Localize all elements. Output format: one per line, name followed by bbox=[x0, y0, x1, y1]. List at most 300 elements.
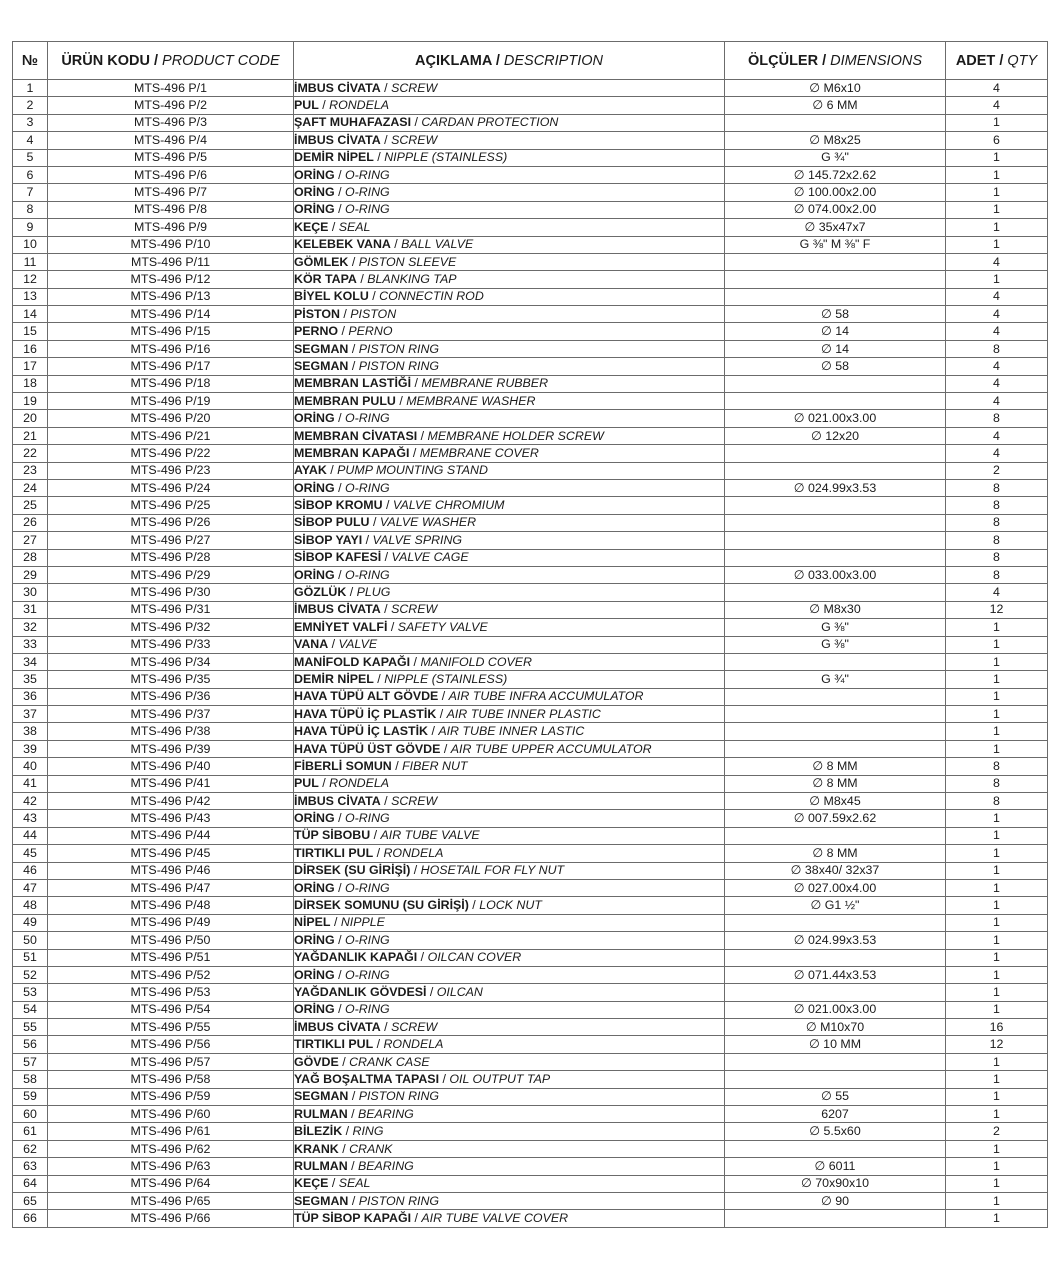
product-code: MTS-496 P/10 bbox=[48, 236, 294, 253]
product-code: MTS-496 P/51 bbox=[48, 949, 294, 966]
product-code: MTS-496 P/29 bbox=[48, 566, 294, 583]
dimensions: ∅ 8 MM bbox=[725, 775, 946, 792]
product-code: MTS-496 P/26 bbox=[48, 514, 294, 531]
table-row bbox=[13, 1193, 1048, 1210]
quantity: 1 bbox=[946, 671, 1048, 688]
row-number: 29 bbox=[13, 566, 48, 583]
quantity: 1 bbox=[946, 1071, 1048, 1088]
row-number: 22 bbox=[13, 445, 48, 462]
description: SİBOP KAFESİ / VALVE CAGE bbox=[294, 549, 725, 566]
row-number: 17 bbox=[13, 358, 48, 375]
row-number: 66 bbox=[13, 1210, 48, 1227]
row-number: 16 bbox=[13, 340, 48, 357]
description-en: O-RING bbox=[344, 480, 390, 495]
description: ORİNG / O-RING bbox=[294, 201, 725, 218]
dimensions: ∅ 58 bbox=[725, 358, 946, 375]
row-number: 34 bbox=[13, 653, 48, 670]
description-tr: ORİNG bbox=[294, 932, 335, 947]
description-en: NIPPLE bbox=[340, 915, 385, 930]
table-body bbox=[13, 80, 1048, 1228]
description-en: CONNECTIN ROD bbox=[379, 289, 484, 304]
table-row bbox=[13, 306, 1048, 323]
table-row bbox=[13, 636, 1048, 653]
description-tr: SEGMAN bbox=[294, 341, 349, 356]
dimensions: G ¾" bbox=[725, 149, 946, 166]
product-code: MTS-496 P/34 bbox=[48, 653, 294, 670]
description-tr: MEMBRAN LASTİĞİ bbox=[294, 376, 412, 391]
quantity: 1 bbox=[946, 984, 1048, 1001]
table-row bbox=[13, 688, 1048, 705]
description-tr: DİRSEK SOMUNU (SU GİRİŞİ) bbox=[294, 898, 469, 913]
description-en: FIBER NUT bbox=[402, 758, 468, 773]
dimensions: ∅ 021.00x3.00 bbox=[725, 1001, 946, 1018]
description-tr: ORİNG bbox=[294, 411, 335, 426]
row-number: 19 bbox=[13, 393, 48, 410]
description-tr: ORİNG bbox=[294, 811, 335, 826]
quantity: 1 bbox=[946, 810, 1048, 827]
table-row bbox=[13, 1053, 1048, 1070]
description: KÖR TAPA / BLANKING TAP bbox=[294, 271, 725, 288]
quantity: 1 bbox=[946, 1210, 1048, 1227]
product-code: MTS-496 P/8 bbox=[48, 201, 294, 218]
row-number: 56 bbox=[13, 1036, 48, 1053]
product-code: MTS-496 P/49 bbox=[48, 914, 294, 931]
description-en: PUMP MOUNTING STAND bbox=[337, 463, 488, 478]
row-number: 57 bbox=[13, 1053, 48, 1070]
dimensions bbox=[725, 1210, 946, 1227]
quantity: 1 bbox=[946, 166, 1048, 183]
row-number: 2 bbox=[13, 97, 48, 114]
description-en: BALL VALVE bbox=[401, 237, 474, 252]
row-number: 31 bbox=[13, 601, 48, 618]
description-en: RING bbox=[352, 1124, 384, 1139]
description-en: O-RING bbox=[344, 167, 390, 182]
product-code: MTS-496 P/61 bbox=[48, 1123, 294, 1140]
description-en: O-RING bbox=[344, 567, 390, 582]
dimensions bbox=[725, 740, 946, 757]
quantity: 8 bbox=[946, 410, 1048, 427]
description-tr: ORİNG bbox=[294, 567, 335, 582]
quantity: 4 bbox=[946, 358, 1048, 375]
description-tr: BİYEL KOLU bbox=[294, 289, 369, 304]
description: DEMİR NİPEL / NIPPLE (STAINLESS) bbox=[294, 671, 725, 688]
table-row bbox=[13, 1019, 1048, 1036]
product-code: MTS-496 P/56 bbox=[48, 1036, 294, 1053]
description-en: NIPPLE (STAINLESS) bbox=[384, 671, 508, 686]
table-row bbox=[13, 462, 1048, 479]
quantity: 1 bbox=[946, 619, 1048, 636]
table-row bbox=[13, 949, 1048, 966]
header-dimensions: ÖLÇÜLER / DIMENSIONS bbox=[725, 42, 946, 80]
quantity: 1 bbox=[946, 862, 1048, 879]
product-code: MTS-496 P/12 bbox=[48, 271, 294, 288]
row-number: 58 bbox=[13, 1071, 48, 1088]
description-tr: MANİFOLD KAPAĞI bbox=[294, 654, 411, 669]
table-row bbox=[13, 271, 1048, 288]
quantity: 1 bbox=[946, 949, 1048, 966]
dimensions: ∅ M8x45 bbox=[725, 793, 946, 810]
description: TIRTIKLI PUL / RONDELA bbox=[294, 845, 725, 862]
quantity: 2 bbox=[946, 462, 1048, 479]
description-tr: HAVA TÜPÜ ALT GÖVDE bbox=[294, 689, 439, 704]
dimensions bbox=[725, 532, 946, 549]
description-en: MEMBRANE RUBBER bbox=[421, 376, 549, 391]
description: GÖZLÜK / PLUG bbox=[294, 584, 725, 601]
dimensions bbox=[725, 984, 946, 1001]
description: SİBOP KROMU / VALVE CHROMIUM bbox=[294, 497, 725, 514]
table-row bbox=[13, 758, 1048, 775]
description: PUL / RONDELA bbox=[294, 97, 725, 114]
description-en: PERNO bbox=[348, 324, 393, 339]
dimensions: ∅ 14 bbox=[725, 323, 946, 340]
product-code: MTS-496 P/15 bbox=[48, 323, 294, 340]
row-number: 61 bbox=[13, 1123, 48, 1140]
product-code: MTS-496 P/64 bbox=[48, 1175, 294, 1192]
quantity: 4 bbox=[946, 253, 1048, 270]
quantity: 8 bbox=[946, 758, 1048, 775]
product-code: MTS-496 P/21 bbox=[48, 427, 294, 444]
row-number: 39 bbox=[13, 740, 48, 757]
row-number: 6 bbox=[13, 166, 48, 183]
quantity: 6 bbox=[946, 132, 1048, 149]
dimensions: ∅ 38x40/ 32x37 bbox=[725, 862, 946, 879]
table-row bbox=[13, 1106, 1048, 1123]
table-row bbox=[13, 862, 1048, 879]
quantity: 8 bbox=[946, 566, 1048, 583]
description: GÖVDE / CRANK CASE bbox=[294, 1053, 725, 1070]
dimensions: ∅ 8 MM bbox=[725, 758, 946, 775]
quantity: 12 bbox=[946, 601, 1048, 618]
quantity: 1 bbox=[946, 184, 1048, 201]
description-en: SCREW bbox=[391, 80, 438, 95]
table-row bbox=[13, 184, 1048, 201]
product-code: MTS-496 P/19 bbox=[48, 393, 294, 410]
description-en: BEARING bbox=[358, 1106, 414, 1121]
description-en: PISTON RING bbox=[358, 1193, 440, 1208]
row-number: 54 bbox=[13, 1001, 48, 1018]
dimensions: ∅ 021.00x3.00 bbox=[725, 410, 946, 427]
description-tr: TÜP SİBOP KAPAĞI bbox=[294, 1211, 412, 1226]
description: TÜP SİBOBU / AIR TUBE VALVE bbox=[294, 827, 725, 844]
description-en: SEAL bbox=[338, 1176, 371, 1191]
table-row bbox=[13, 879, 1048, 896]
description-en: AIR TUBE VALVE bbox=[380, 828, 480, 843]
dimensions bbox=[725, 1140, 946, 1157]
dimensions: ∅ 58 bbox=[725, 306, 946, 323]
table-row bbox=[13, 1088, 1048, 1105]
row-number: 55 bbox=[13, 1019, 48, 1036]
description-en: VALVE CHROMIUM bbox=[392, 498, 505, 513]
quantity: 4 bbox=[946, 427, 1048, 444]
description-tr: SEGMAN bbox=[294, 358, 349, 373]
row-number: 44 bbox=[13, 827, 48, 844]
dimensions: ∅ 90 bbox=[725, 1193, 946, 1210]
dimensions: ∅ 10 MM bbox=[725, 1036, 946, 1053]
quantity: 4 bbox=[946, 288, 1048, 305]
quantity: 1 bbox=[946, 914, 1048, 931]
description: ORİNG / O-RING bbox=[294, 479, 725, 496]
product-code: MTS-496 P/22 bbox=[48, 445, 294, 462]
quantity: 8 bbox=[946, 497, 1048, 514]
description-tr: MEMBRAN PULU bbox=[294, 393, 396, 408]
table-row bbox=[13, 566, 1048, 583]
description-tr: GÖVDE bbox=[294, 1054, 339, 1069]
dimensions bbox=[725, 497, 946, 514]
description-tr: KRANK bbox=[294, 1141, 339, 1156]
table-row bbox=[13, 1001, 1048, 1018]
row-number: 13 bbox=[13, 288, 48, 305]
description: GÖMLEK / PISTON SLEEVE bbox=[294, 253, 725, 270]
dimensions bbox=[725, 949, 946, 966]
description: SEGMAN / PISTON RING bbox=[294, 1088, 725, 1105]
product-code: MTS-496 P/20 bbox=[48, 410, 294, 427]
product-code: MTS-496 P/52 bbox=[48, 966, 294, 983]
table-row bbox=[13, 80, 1048, 97]
description-tr: YAĞDANLIK GÖVDESİ bbox=[294, 985, 427, 999]
table-row bbox=[13, 966, 1048, 983]
description-tr: DEMİR NİPEL bbox=[294, 150, 374, 165]
description-tr: NİPEL bbox=[294, 915, 331, 930]
description: ORİNG / O-RING bbox=[294, 184, 725, 201]
description: ORİNG / O-RING bbox=[294, 879, 725, 896]
table-row bbox=[13, 427, 1048, 444]
description-tr: ORİNG bbox=[294, 202, 335, 217]
product-code: MTS-496 P/35 bbox=[48, 671, 294, 688]
description-en: BLANKING TAP bbox=[367, 271, 457, 286]
product-code: MTS-496 P/37 bbox=[48, 706, 294, 723]
table-row bbox=[13, 653, 1048, 670]
table-row bbox=[13, 410, 1048, 427]
header-no: № bbox=[13, 42, 48, 80]
row-number: 11 bbox=[13, 253, 48, 270]
table-row bbox=[13, 740, 1048, 757]
row-number: 38 bbox=[13, 723, 48, 740]
dimensions bbox=[725, 688, 946, 705]
description-tr: SEGMAN bbox=[294, 1193, 349, 1208]
table-row bbox=[13, 1123, 1048, 1140]
quantity: 1 bbox=[946, 740, 1048, 757]
row-number: 65 bbox=[13, 1193, 48, 1210]
quantity: 4 bbox=[946, 375, 1048, 392]
table-row bbox=[13, 1175, 1048, 1192]
product-code: MTS-496 P/65 bbox=[48, 1193, 294, 1210]
quantity: 1 bbox=[946, 636, 1048, 653]
description-tr: KEÇE bbox=[294, 219, 329, 234]
dimensions: ∅ 8 MM bbox=[725, 845, 946, 862]
description-tr: SİBOP PULU bbox=[294, 515, 370, 530]
description-tr: TÜP SİBOBU bbox=[294, 828, 371, 843]
row-number: 51 bbox=[13, 949, 48, 966]
row-number: 64 bbox=[13, 1175, 48, 1192]
description: HAVA TÜPÜ ÜST GÖVDE / AIR TUBE UPPER ACCUMULATOR bbox=[294, 740, 725, 757]
quantity: 1 bbox=[946, 932, 1048, 949]
table-row bbox=[13, 810, 1048, 827]
description: İMBUS CİVATA / SCREW bbox=[294, 132, 725, 149]
description: PUL / RONDELA bbox=[294, 775, 725, 792]
description-tr: ORİNG bbox=[294, 167, 335, 182]
table-row bbox=[13, 775, 1048, 792]
product-code: MTS-496 P/17 bbox=[48, 358, 294, 375]
product-code: MTS-496 P/1 bbox=[48, 80, 294, 97]
table-row bbox=[13, 601, 1048, 618]
quantity: 1 bbox=[946, 114, 1048, 131]
product-code: MTS-496 P/28 bbox=[48, 549, 294, 566]
description-en: O-RING bbox=[344, 411, 390, 426]
product-code: MTS-496 P/18 bbox=[48, 375, 294, 392]
row-number: 59 bbox=[13, 1088, 48, 1105]
dimensions: ∅ 6 MM bbox=[725, 97, 946, 114]
product-code: MTS-496 P/9 bbox=[48, 219, 294, 236]
description: TIRTIKLI PUL / RONDELA bbox=[294, 1036, 725, 1053]
description-tr: HAVA TÜPÜ İÇ PLASTİK bbox=[294, 706, 437, 721]
quantity: 4 bbox=[946, 445, 1048, 462]
description-tr: EMNİYET VALFİ bbox=[294, 619, 388, 634]
dimensions: ∅ 027.00x4.00 bbox=[725, 879, 946, 896]
row-number: 5 bbox=[13, 149, 48, 166]
row-number: 8 bbox=[13, 201, 48, 218]
description: SİBOP PULU / VALVE WASHER bbox=[294, 514, 725, 531]
description-tr: FİBERLİ SOMUN bbox=[294, 758, 392, 773]
product-code: MTS-496 P/27 bbox=[48, 532, 294, 549]
row-number: 4 bbox=[13, 132, 48, 149]
description: ORİNG / O-RING bbox=[294, 566, 725, 583]
description-tr: KÖR TAPA bbox=[294, 271, 357, 286]
product-code: MTS-496 P/46 bbox=[48, 862, 294, 879]
dimensions: ∅ M6x10 bbox=[725, 80, 946, 97]
quantity: 1 bbox=[946, 1106, 1048, 1123]
row-number: 18 bbox=[13, 375, 48, 392]
quantity: 1 bbox=[946, 966, 1048, 983]
description-en: CRANK CASE bbox=[349, 1054, 430, 1069]
quantity: 8 bbox=[946, 549, 1048, 566]
description-tr: İMBUS CİVATA bbox=[294, 793, 381, 808]
description: DİRSEK (SU GİRİŞİ) / HOSETAIL FOR FLY NUT bbox=[294, 862, 725, 879]
description-tr: AYAK bbox=[294, 463, 327, 478]
row-number: 14 bbox=[13, 306, 48, 323]
description: ORİNG / O-RING bbox=[294, 966, 725, 983]
dimensions: ∅ 074.00x2.00 bbox=[725, 201, 946, 218]
table-row bbox=[13, 479, 1048, 496]
dimensions: 6207 bbox=[725, 1106, 946, 1123]
product-code: MTS-496 P/6 bbox=[48, 166, 294, 183]
table-row bbox=[13, 897, 1048, 914]
description-tr: MEMBRAN CİVATASI bbox=[294, 428, 418, 443]
description-en: O-RING bbox=[344, 880, 390, 895]
description: YAĞ BOŞALTMA TAPASI / OIL OUTPUT TAP bbox=[294, 1071, 725, 1088]
product-code: MTS-496 P/55 bbox=[48, 1019, 294, 1036]
description-en: SEAL bbox=[338, 219, 371, 234]
dimensions: ∅ M8x30 bbox=[725, 601, 946, 618]
description: PİSTON / PISTON bbox=[294, 306, 725, 323]
dimensions bbox=[725, 288, 946, 305]
description: SİBOP YAYI / VALVE SPRING bbox=[294, 532, 725, 549]
description-tr: İMBUS CİVATA bbox=[294, 132, 381, 147]
description: ORİNG / O-RING bbox=[294, 810, 725, 827]
row-number: 36 bbox=[13, 688, 48, 705]
row-number: 24 bbox=[13, 479, 48, 496]
description: DEMİR NİPEL / NIPPLE (STAINLESS) bbox=[294, 149, 725, 166]
description: KRANK / CRANK bbox=[294, 1140, 725, 1157]
description-tr: MEMBRAN KAPAĞI bbox=[294, 445, 410, 460]
header-product-code: ÜRÜN KODU / PRODUCT CODE bbox=[48, 42, 294, 80]
description-en: RONDELA bbox=[329, 776, 390, 791]
dimensions: ∅ G1 ½" bbox=[725, 897, 946, 914]
header-row bbox=[13, 42, 1048, 80]
product-code: MTS-496 P/23 bbox=[48, 462, 294, 479]
dimensions: ∅ 70x90x10 bbox=[725, 1175, 946, 1192]
quantity: 1 bbox=[946, 236, 1048, 253]
product-code: MTS-496 P/53 bbox=[48, 984, 294, 1001]
description: SEGMAN / PISTON RING bbox=[294, 358, 725, 375]
description: YAĞDANLIK KAPAĞI / OILCAN COVER bbox=[294, 949, 725, 966]
table-row bbox=[13, 619, 1048, 636]
description: YAĞDANLIK GÖVDESİ / OILCAN bbox=[294, 984, 725, 1001]
description-tr: BİLEZİK bbox=[294, 1124, 343, 1139]
description-tr: PUL bbox=[294, 98, 319, 113]
description-en: LOCK NUT bbox=[479, 898, 542, 913]
product-code: MTS-496 P/50 bbox=[48, 932, 294, 949]
description-en: SCREW bbox=[391, 602, 438, 617]
description-tr: KEÇE bbox=[294, 1176, 329, 1191]
table-row bbox=[13, 1140, 1048, 1157]
description-tr: PUL bbox=[294, 776, 319, 791]
product-code: MTS-496 P/47 bbox=[48, 879, 294, 896]
description-en: SCREW bbox=[391, 793, 438, 808]
product-code: MTS-496 P/48 bbox=[48, 897, 294, 914]
row-number: 50 bbox=[13, 932, 48, 949]
description-en: RONDELA bbox=[383, 1037, 444, 1052]
header-description: AÇIKLAMA / DESCRIPTION bbox=[294, 42, 725, 80]
description: RULMAN / BEARING bbox=[294, 1158, 725, 1175]
description-tr: YAĞ BOŞALTMA TAPASI bbox=[294, 1071, 440, 1086]
quantity: 1 bbox=[946, 1001, 1048, 1018]
description-en: AIR TUBE INNER LASTIC bbox=[438, 724, 585, 739]
product-code: MTS-496 P/30 bbox=[48, 584, 294, 601]
description: ORİNG / O-RING bbox=[294, 410, 725, 427]
dimensions bbox=[725, 584, 946, 601]
quantity: 8 bbox=[946, 479, 1048, 496]
dimensions bbox=[725, 1053, 946, 1070]
product-code: MTS-496 P/2 bbox=[48, 97, 294, 114]
dimensions: G ⅜" bbox=[725, 619, 946, 636]
quantity: 1 bbox=[946, 845, 1048, 862]
quantity: 1 bbox=[946, 201, 1048, 218]
quantity: 1 bbox=[946, 688, 1048, 705]
product-code: MTS-496 P/63 bbox=[48, 1158, 294, 1175]
row-number: 26 bbox=[13, 514, 48, 531]
description: BİLEZİK / RING bbox=[294, 1123, 725, 1140]
description-en: O-RING bbox=[344, 811, 390, 826]
description-tr: İMBUS CİVATA bbox=[294, 80, 381, 95]
description-en: OILCAN COVER bbox=[427, 950, 522, 965]
description-en: OILCAN bbox=[436, 985, 483, 999]
product-code: MTS-496 P/33 bbox=[48, 636, 294, 653]
dimensions bbox=[725, 114, 946, 131]
product-code: MTS-496 P/54 bbox=[48, 1001, 294, 1018]
description-tr: HAVA TÜPÜ ÜST GÖVDE bbox=[294, 741, 441, 756]
description-tr: DEMİR NİPEL bbox=[294, 671, 374, 686]
description-en: VALVE SPRING bbox=[372, 532, 463, 547]
dimensions: G ⅜" M ⅜" F bbox=[725, 236, 946, 253]
description: KEÇE / SEAL bbox=[294, 219, 725, 236]
row-number: 20 bbox=[13, 410, 48, 427]
description: KELEBEK VANA / BALL VALVE bbox=[294, 236, 725, 253]
description: AYAK / PUMP MOUNTING STAND bbox=[294, 462, 725, 479]
description: İMBUS CİVATA / SCREW bbox=[294, 601, 725, 618]
dimensions: G ⅜" bbox=[725, 636, 946, 653]
product-code: MTS-496 P/11 bbox=[48, 253, 294, 270]
description-tr: ORİNG bbox=[294, 1002, 335, 1017]
